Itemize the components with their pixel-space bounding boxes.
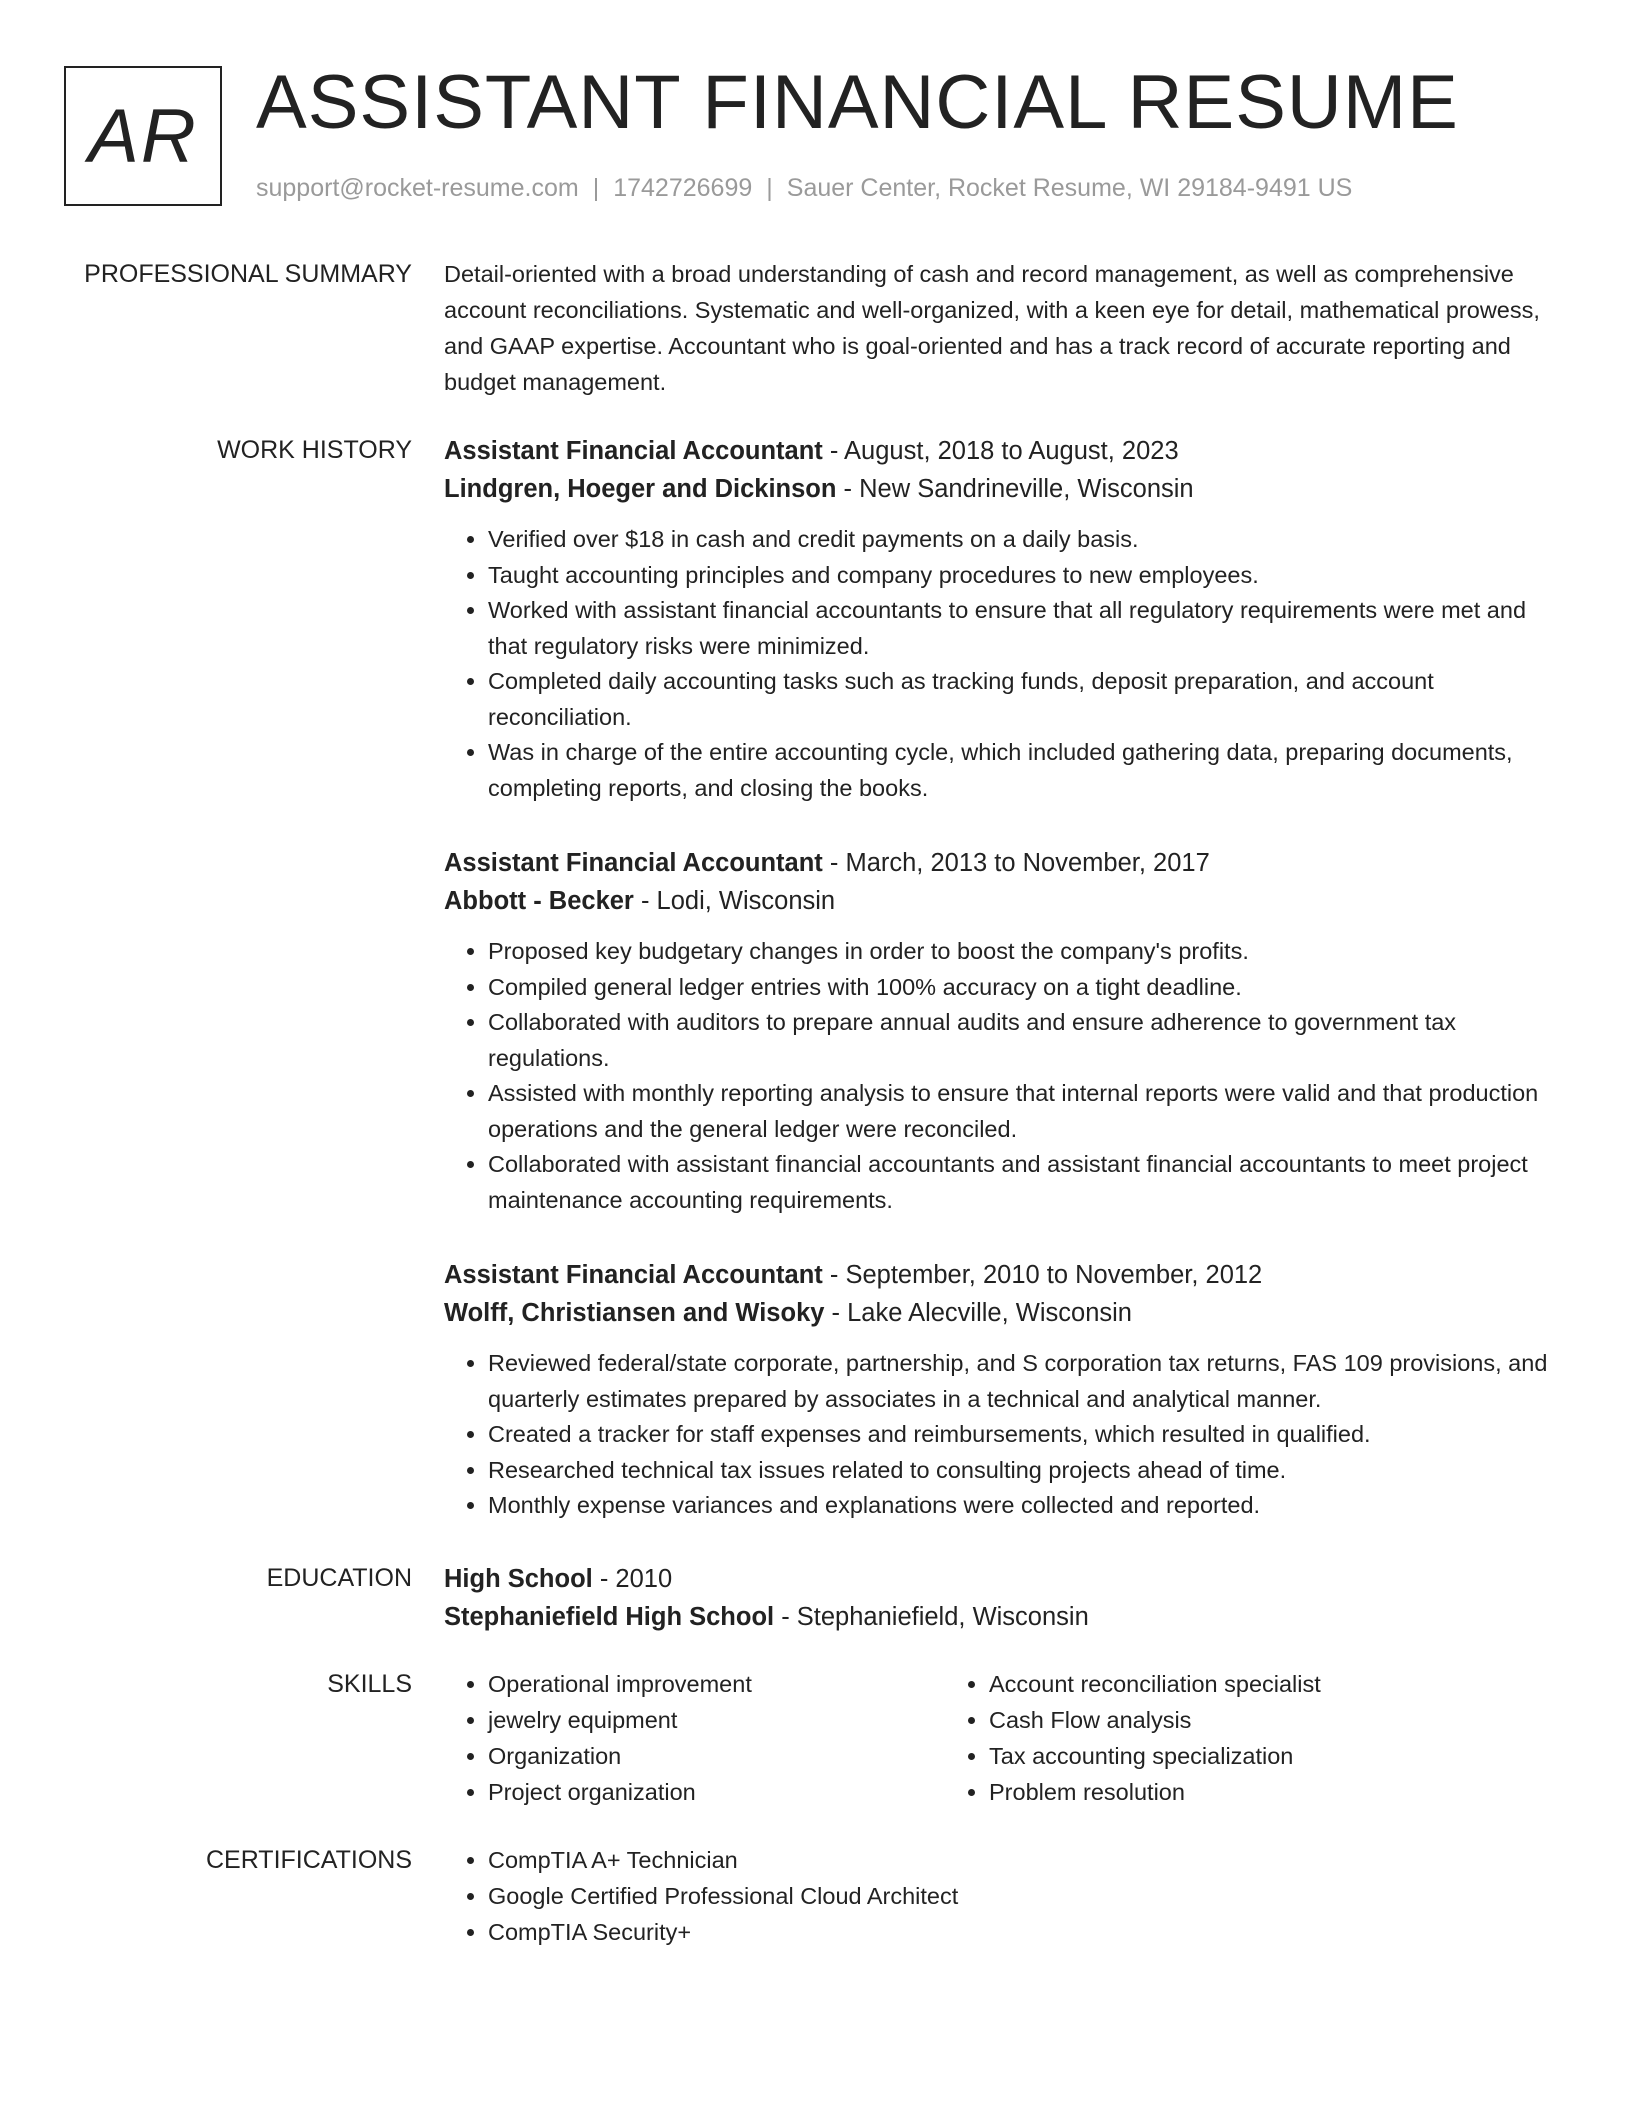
job-bullet: • Was in charge of the entire accounting cycle, which included gathering data, preparing documents, completing reports, and closing the books.	[488, 735, 1552, 806]
job-bullet: • Worked with assistant financial accountants to ensure that all regulatory requirements were met and that regulatory risks were minimized.	[488, 593, 1552, 664]
skill-item: • Project organization	[488, 1774, 945, 1810]
job-bullets	[444, 1346, 1552, 1524]
contact-separator: |	[592, 174, 600, 202]
job-title: Assistant Financial Accountant	[444, 437, 823, 465]
certifications-list	[444, 1842, 1552, 1950]
job-bullet: • Taught accounting principles and company procedures to new employees.	[488, 558, 1552, 594]
job-bullet: • Reviewed federal/state corporate, partnership, and S corporation tax returns, FAS 109 provisions, and quarterly estimates prepared by associates in a technical and analytical manner.	[488, 1346, 1552, 1417]
job-bullet: • Monthly expense variances and explanations were collected and reported.	[488, 1488, 1552, 1524]
section-label-skills: SKILLS	[327, 1670, 412, 1698]
job-bullet: • Assisted with monthly reporting analysis to ensure that internal reports were valid and that production operations and the general ledger were reconciled.	[488, 1076, 1552, 1147]
section-label-work-history: WORK HISTORY	[217, 436, 412, 464]
job-location: - New Sandrineville, Wisconsin	[836, 475, 1194, 503]
job-bullet: • Compiled general ledger entries with 100% accuracy on a tight deadline.	[488, 970, 1552, 1006]
job-bullet: • Researched technical tax issues related to consulting projects ahead of time.	[488, 1453, 1552, 1489]
skill-item: • Cash Flow analysis	[989, 1702, 1446, 1738]
job-bullet: • Verified over $18 in cash and credit payments on a daily basis.	[488, 522, 1552, 558]
job-company-line	[444, 470, 1552, 508]
job-bullet: • Collaborated with assistant financial accountants and assistant financial accountants to meet project maintenance accounting requirements.	[488, 1147, 1552, 1218]
skill-item: • Account reconciliation specialist	[989, 1666, 1446, 1702]
section-label-summary: PROFESSIONAL SUMMARY	[84, 260, 412, 288]
skill-item: • Operational improvement	[488, 1666, 945, 1702]
job-title: Assistant Financial Accountant	[444, 849, 823, 877]
skills-body	[444, 1666, 1552, 1810]
contact-email[interactable]: support@rocket-resume.com	[256, 174, 579, 202]
job-title: Assistant Financial Accountant	[444, 1261, 823, 1289]
job-entry	[444, 432, 1552, 806]
education-body	[444, 1560, 1552, 1636]
job-bullet: • Completed daily accounting tasks such as tracking funds, deposit preparation, and account reconciliation.	[488, 664, 1552, 735]
work-history-body	[444, 432, 1552, 1562]
section-label-education: EDUCATION	[266, 1564, 412, 1592]
education-school-line	[444, 1598, 1552, 1636]
education-degree-line	[444, 1560, 1552, 1598]
education-degree: High School	[444, 1565, 593, 1593]
job-location: - Lake Alecville, Wisconsin	[824, 1299, 1132, 1327]
skills-column-left	[444, 1666, 945, 1810]
monogram-badge	[64, 66, 222, 206]
job-entry	[444, 844, 1552, 1218]
job-location: - Lodi, Wisconsin	[633, 887, 836, 915]
education-year: - 2010	[592, 1565, 673, 1593]
skill-item: • Tax accounting specialization	[989, 1738, 1446, 1774]
certification-item: • Google Certified Professional Cloud Architect	[488, 1878, 1552, 1914]
contact-separator: |	[766, 174, 773, 202]
job-entry	[444, 1256, 1552, 1524]
job-bullets	[444, 522, 1552, 806]
job-bullet: • Proposed key budgetary changes in order to boost the company's profits.	[488, 934, 1552, 970]
job-company: Abbott - Becker	[444, 887, 634, 915]
job-title-line	[444, 844, 1552, 882]
contact-phone[interactable]: 1742726699	[613, 174, 753, 202]
certification-item: • CompTIA Security+	[488, 1914, 1552, 1950]
certification-item: • CompTIA A+ Technician	[488, 1842, 1552, 1878]
job-title-line	[444, 1256, 1552, 1294]
job-company-line	[444, 882, 1552, 920]
skill-item: • Organization	[488, 1738, 945, 1774]
education-school: Stephaniefield High School	[444, 1603, 775, 1631]
job-dates: - August, 2018 to August, 2023	[822, 437, 1179, 465]
job-bullet: • Created a tracker for staff expenses and reimbursements, which resulted in qualified.	[488, 1417, 1552, 1453]
monogram-initials: AR	[88, 93, 198, 179]
skill-item: • jewelry equipment	[488, 1702, 945, 1738]
section-label-certifications: CERTIFICATIONS	[205, 1846, 412, 1874]
summary-body	[444, 256, 1552, 400]
summary-text: Detail-oriented with a broad understanding of cash and record management, as well as comprehensive account reconciliations. Systematic and well-organized, with a keen eye for detail, mathematical prowess, and GAAP expertise. Accountant who is goal-oriented and has a track record of accurate reporting and budget management.	[444, 261, 1540, 395]
job-dates: - September, 2010 to November, 2012	[822, 1261, 1263, 1289]
job-dates: - March, 2013 to November, 2017	[822, 849, 1210, 877]
education-location: - Stephaniefield, Wisconsin	[774, 1603, 1089, 1631]
certifications-body	[444, 1842, 1552, 1950]
job-company-line	[444, 1294, 1552, 1332]
skills-grid	[444, 1666, 1552, 1810]
contact-address: Sauer Center, Rocket Resume, WI 29184-9491 US	[786, 174, 1353, 202]
page-title: ASSISTANT FINANCIAL RESUME	[256, 60, 1459, 145]
job-company: Wolff, Christiansen and Wisoky	[444, 1299, 825, 1327]
contact-line	[256, 174, 1352, 203]
job-company: Lindgren, Hoeger and Dickinson	[444, 475, 837, 503]
job-title-line	[444, 432, 1552, 470]
skill-item: • Problem resolution	[989, 1774, 1446, 1810]
skills-column-right	[945, 1666, 1446, 1810]
job-bullets	[444, 934, 1552, 1218]
job-bullet: • Collaborated with auditors to prepare annual audits and ensure adherence to government tax regulations.	[488, 1005, 1552, 1076]
